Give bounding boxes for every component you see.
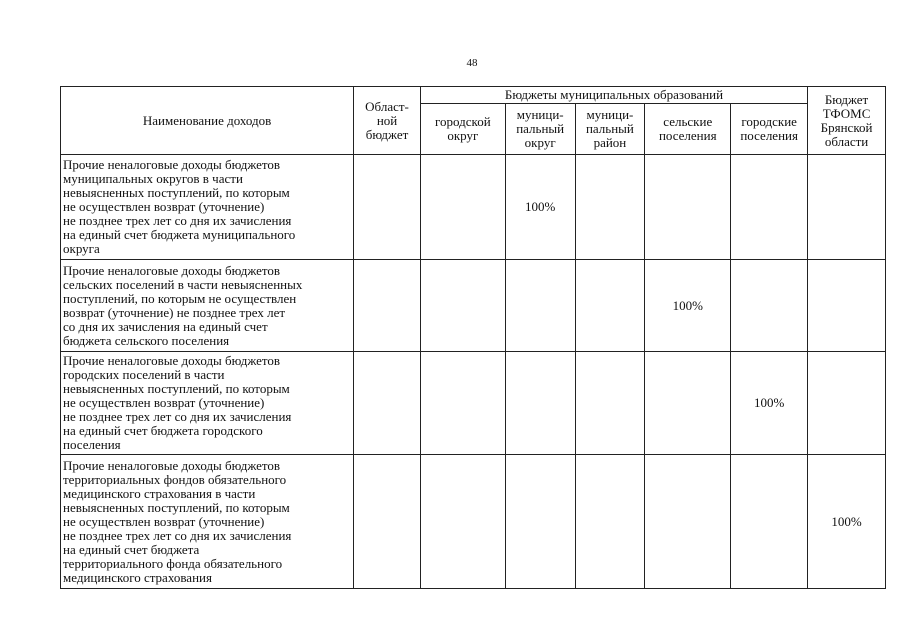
table-row [61, 352, 886, 455]
value-cell [731, 260, 808, 352]
value-cell [575, 155, 645, 260]
value-cell [645, 352, 731, 455]
value-cell [808, 155, 886, 260]
value-cell [808, 352, 886, 455]
header-revenue-name: Наименование доходов [61, 87, 354, 155]
header-municipal-budgets: Бюджеты муниципальных образований [420, 87, 807, 104]
header-tfoms-budget: Бюджет ТФОМС Брянской области [808, 87, 886, 155]
header-municipal-district: муници- пальный округ [505, 104, 575, 155]
value-cell: 100% [808, 455, 886, 589]
value-cell [354, 352, 421, 455]
header-regional-budget: Област- ной бюджет [354, 87, 421, 155]
page-number: 48 [466, 57, 478, 69]
table-row [61, 155, 886, 260]
revenue-name-cell: Прочие неналоговые доходы бюджетов муниципальных округов в части невыясненных поступлений, по которым не осуществлен возврат (уточнение) не позднее трех лет со дня их зачисления на единый счет бюджета муниципального округа [61, 155, 354, 260]
value-cell [505, 260, 575, 352]
value-cell: 100% [645, 260, 731, 352]
value-cell: 100% [731, 352, 808, 455]
value-cell [505, 352, 575, 455]
revenue-distribution-table [60, 86, 886, 589]
value-cell [420, 260, 505, 352]
value-cell [354, 260, 421, 352]
value-cell: 100% [505, 155, 575, 260]
header-urban-settlements: городские поселения [731, 104, 808, 155]
table-row [61, 260, 886, 352]
header-rural-settlements: сельские поселения [645, 104, 731, 155]
value-cell [354, 155, 421, 260]
value-cell [420, 455, 505, 589]
value-cell [354, 455, 421, 589]
revenue-name-cell: Прочие неналоговые доходы бюджетов территориальных фондов обязательного медицинского страхования в части невыясненных поступлений, по которым не осуществлен возврат (уточнение) не позднее трех лет со дня их зачисления на единый счет бюджета территориального фонда обязательного медицинского страхования [61, 455, 354, 589]
header-city-district: городской округ [420, 104, 505, 155]
header-municipal-area: муници- пальный район [575, 104, 645, 155]
value-cell [645, 155, 731, 260]
value-cell [808, 260, 886, 352]
revenue-name-cell: Прочие неналоговые доходы бюджетов городских поселений в части невыясненных поступлений, по которым не осуществлен возврат (уточнение) не позднее трех лет со дня их зачисления на единый счет бюджета городского поселения [61, 352, 354, 455]
value-cell [575, 352, 645, 455]
value-cell [575, 260, 645, 352]
value-cell [645, 455, 731, 589]
value-cell [731, 155, 808, 260]
table-row [61, 455, 886, 589]
value-cell [420, 155, 505, 260]
value-cell [731, 455, 808, 589]
value-cell [505, 455, 575, 589]
value-cell [575, 455, 645, 589]
value-cell [420, 352, 505, 455]
revenue-name-cell: Прочие неналоговые доходы бюджетов сельских поселений в части невыясненных поступлений, по которым не осуществлен возврат (уточнение) не позднее трех лет со дня их зачисления на единый счет бюджета сельского поселения [61, 260, 354, 352]
